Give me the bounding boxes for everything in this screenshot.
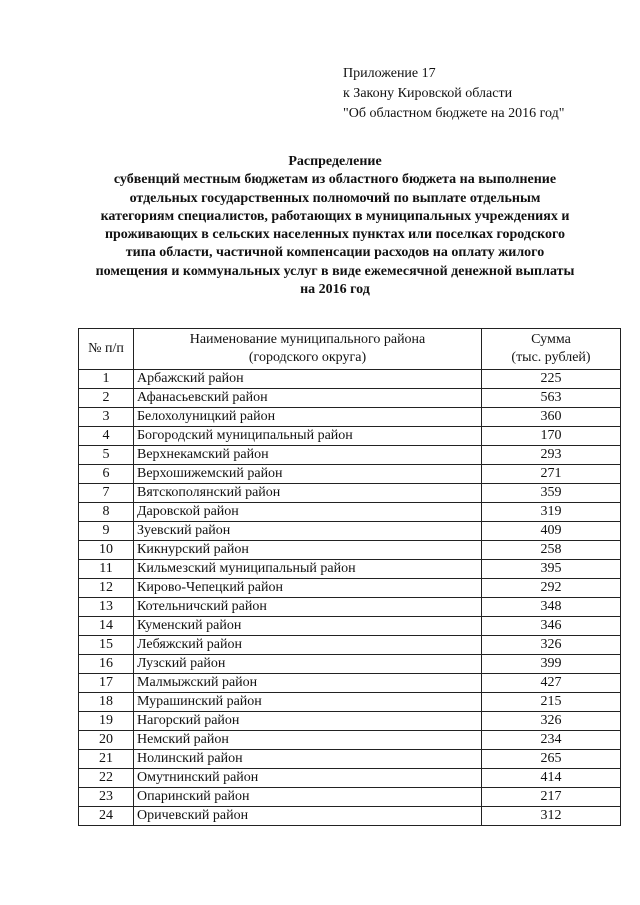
row-district-name: Кильмезский муниципальный район xyxy=(134,560,482,579)
row-sum: 414 xyxy=(482,769,621,788)
row-number: 19 xyxy=(79,712,134,731)
row-number: 24 xyxy=(79,807,134,826)
row-number: 4 xyxy=(79,427,134,446)
table-row xyxy=(79,541,621,560)
table-header-row xyxy=(79,329,621,370)
row-sum: 258 xyxy=(482,541,621,560)
table-row xyxy=(79,674,621,693)
row-sum: 319 xyxy=(482,503,621,522)
row-number: 2 xyxy=(79,389,134,408)
row-district-name: Нолинский район xyxy=(134,750,482,769)
title-line: субвенций местным бюджетам из областного бюджета на выполнение xyxy=(113,172,557,188)
appendix-line: Приложение 17 xyxy=(343,66,436,81)
row-number: 7 xyxy=(79,484,134,503)
row-sum: 292 xyxy=(482,579,621,598)
row-sum: 346 xyxy=(482,617,621,636)
row-number: 10 xyxy=(79,541,134,560)
row-number: 11 xyxy=(79,560,134,579)
table-row xyxy=(79,427,621,446)
row-number: 12 xyxy=(79,579,134,598)
header-sum-line: Сумма xyxy=(531,332,571,347)
document-title xyxy=(70,153,600,299)
row-district-name: Вятскополянский район xyxy=(134,484,482,503)
row-district-name: Котельничский район xyxy=(134,598,482,617)
appendix-line: "Об областном бюджете на 2016 год" xyxy=(343,106,565,121)
table-row xyxy=(79,408,621,427)
row-sum: 170 xyxy=(482,427,621,446)
row-number: 17 xyxy=(79,674,134,693)
row-number: 5 xyxy=(79,446,134,465)
row-district-name: Немский район xyxy=(134,731,482,750)
title-line: помещения и коммунальных услуг в виде ежемесячной денежной выплаты xyxy=(95,263,575,279)
row-number: 22 xyxy=(79,769,134,788)
row-district-name: Лебяжский район xyxy=(134,636,482,655)
row-district-name: Кикнурский район xyxy=(134,541,482,560)
row-district-name: Лузский район xyxy=(134,655,482,674)
row-district-name: Мурашинский район xyxy=(134,693,482,712)
header-district-name xyxy=(134,329,482,370)
row-number: 18 xyxy=(79,693,134,712)
row-sum: 225 xyxy=(482,370,621,389)
table-row xyxy=(79,465,621,484)
row-number: 6 xyxy=(79,465,134,484)
row-number: 1 xyxy=(79,370,134,389)
row-district-name: Кирово-Чепецкий район xyxy=(134,579,482,598)
appendix-line: к Закону Кировской области xyxy=(343,86,513,101)
row-number: 20 xyxy=(79,731,134,750)
table-row xyxy=(79,617,621,636)
row-sum: 409 xyxy=(482,522,621,541)
title-line: отдельных государственных полномочий по выплате отдельным xyxy=(129,190,541,206)
table-row xyxy=(79,503,621,522)
row-district-name: Верхошижемский район xyxy=(134,465,482,484)
table-row xyxy=(79,598,621,617)
row-sum: 265 xyxy=(482,750,621,769)
row-sum: 215 xyxy=(482,693,621,712)
table-row xyxy=(79,484,621,503)
table-row xyxy=(79,655,621,674)
header-number: № п/п xyxy=(79,329,134,370)
row-number: 3 xyxy=(79,408,134,427)
title-line: на 2016 год xyxy=(300,282,370,298)
table-body xyxy=(79,370,621,826)
row-sum: 271 xyxy=(482,465,621,484)
row-district-name: Верхнекамский район xyxy=(134,446,482,465)
table-row xyxy=(79,579,621,598)
header-sum xyxy=(482,329,621,370)
table-row xyxy=(79,636,621,655)
row-sum: 326 xyxy=(482,712,621,731)
table-row xyxy=(79,769,621,788)
row-sum: 312 xyxy=(482,807,621,826)
row-sum: 427 xyxy=(482,674,621,693)
table-row xyxy=(79,370,621,389)
title-line: категориям специалистов, работающих в муниципальных учреждениях и xyxy=(100,208,570,224)
row-district-name: Нагорский район xyxy=(134,712,482,731)
table-row xyxy=(79,446,621,465)
row-district-name: Опаринский район xyxy=(134,788,482,807)
row-district-name: Даровской район xyxy=(134,503,482,522)
row-district-name: Зуевский район xyxy=(134,522,482,541)
row-number: 14 xyxy=(79,617,134,636)
row-district-name: Малмыжский район xyxy=(134,674,482,693)
row-sum: 293 xyxy=(482,446,621,465)
table-row xyxy=(79,712,621,731)
row-sum: 348 xyxy=(482,598,621,617)
row-district-name: Белохолуницкий район xyxy=(134,408,482,427)
distribution-table xyxy=(78,328,621,826)
row-sum: 360 xyxy=(482,408,621,427)
title-line: Распределение xyxy=(288,154,382,169)
appendix-note xyxy=(343,64,564,124)
table-row xyxy=(79,693,621,712)
row-sum: 234 xyxy=(482,731,621,750)
row-district-name: Богородский муниципальный район xyxy=(134,427,482,446)
row-number: 8 xyxy=(79,503,134,522)
row-number: 15 xyxy=(79,636,134,655)
header-district-line: (городского округа) xyxy=(248,350,367,365)
table-row xyxy=(79,389,621,408)
row-district-name: Омутнинский район xyxy=(134,769,482,788)
row-number: 13 xyxy=(79,598,134,617)
row-number: 23 xyxy=(79,788,134,807)
table-row xyxy=(79,522,621,541)
row-sum: 326 xyxy=(482,636,621,655)
row-number: 9 xyxy=(79,522,134,541)
title-line: проживающих в сельских населенных пунктах или поселках городского xyxy=(104,227,566,243)
row-district-name: Арбажский район xyxy=(134,370,482,389)
table-row xyxy=(79,807,621,826)
table-row xyxy=(79,788,621,807)
row-sum: 359 xyxy=(482,484,621,503)
table-row xyxy=(79,560,621,579)
row-sum: 563 xyxy=(482,389,621,408)
row-number: 21 xyxy=(79,750,134,769)
row-district-name: Афанасьевский район xyxy=(134,389,482,408)
header-sum-line: (тыс. рублей) xyxy=(511,350,591,365)
header-district-line: Наименование муниципального района xyxy=(189,332,426,347)
title-line: типа области, частичной компенсации расходов на оплату жилого xyxy=(125,245,545,261)
row-district-name: Куменский район xyxy=(134,617,482,636)
table-row xyxy=(79,731,621,750)
row-sum: 217 xyxy=(482,788,621,807)
row-district-name: Оричевский район xyxy=(134,807,482,826)
row-number: 16 xyxy=(79,655,134,674)
row-sum: 395 xyxy=(482,560,621,579)
table-row xyxy=(79,750,621,769)
row-sum: 399 xyxy=(482,655,621,674)
